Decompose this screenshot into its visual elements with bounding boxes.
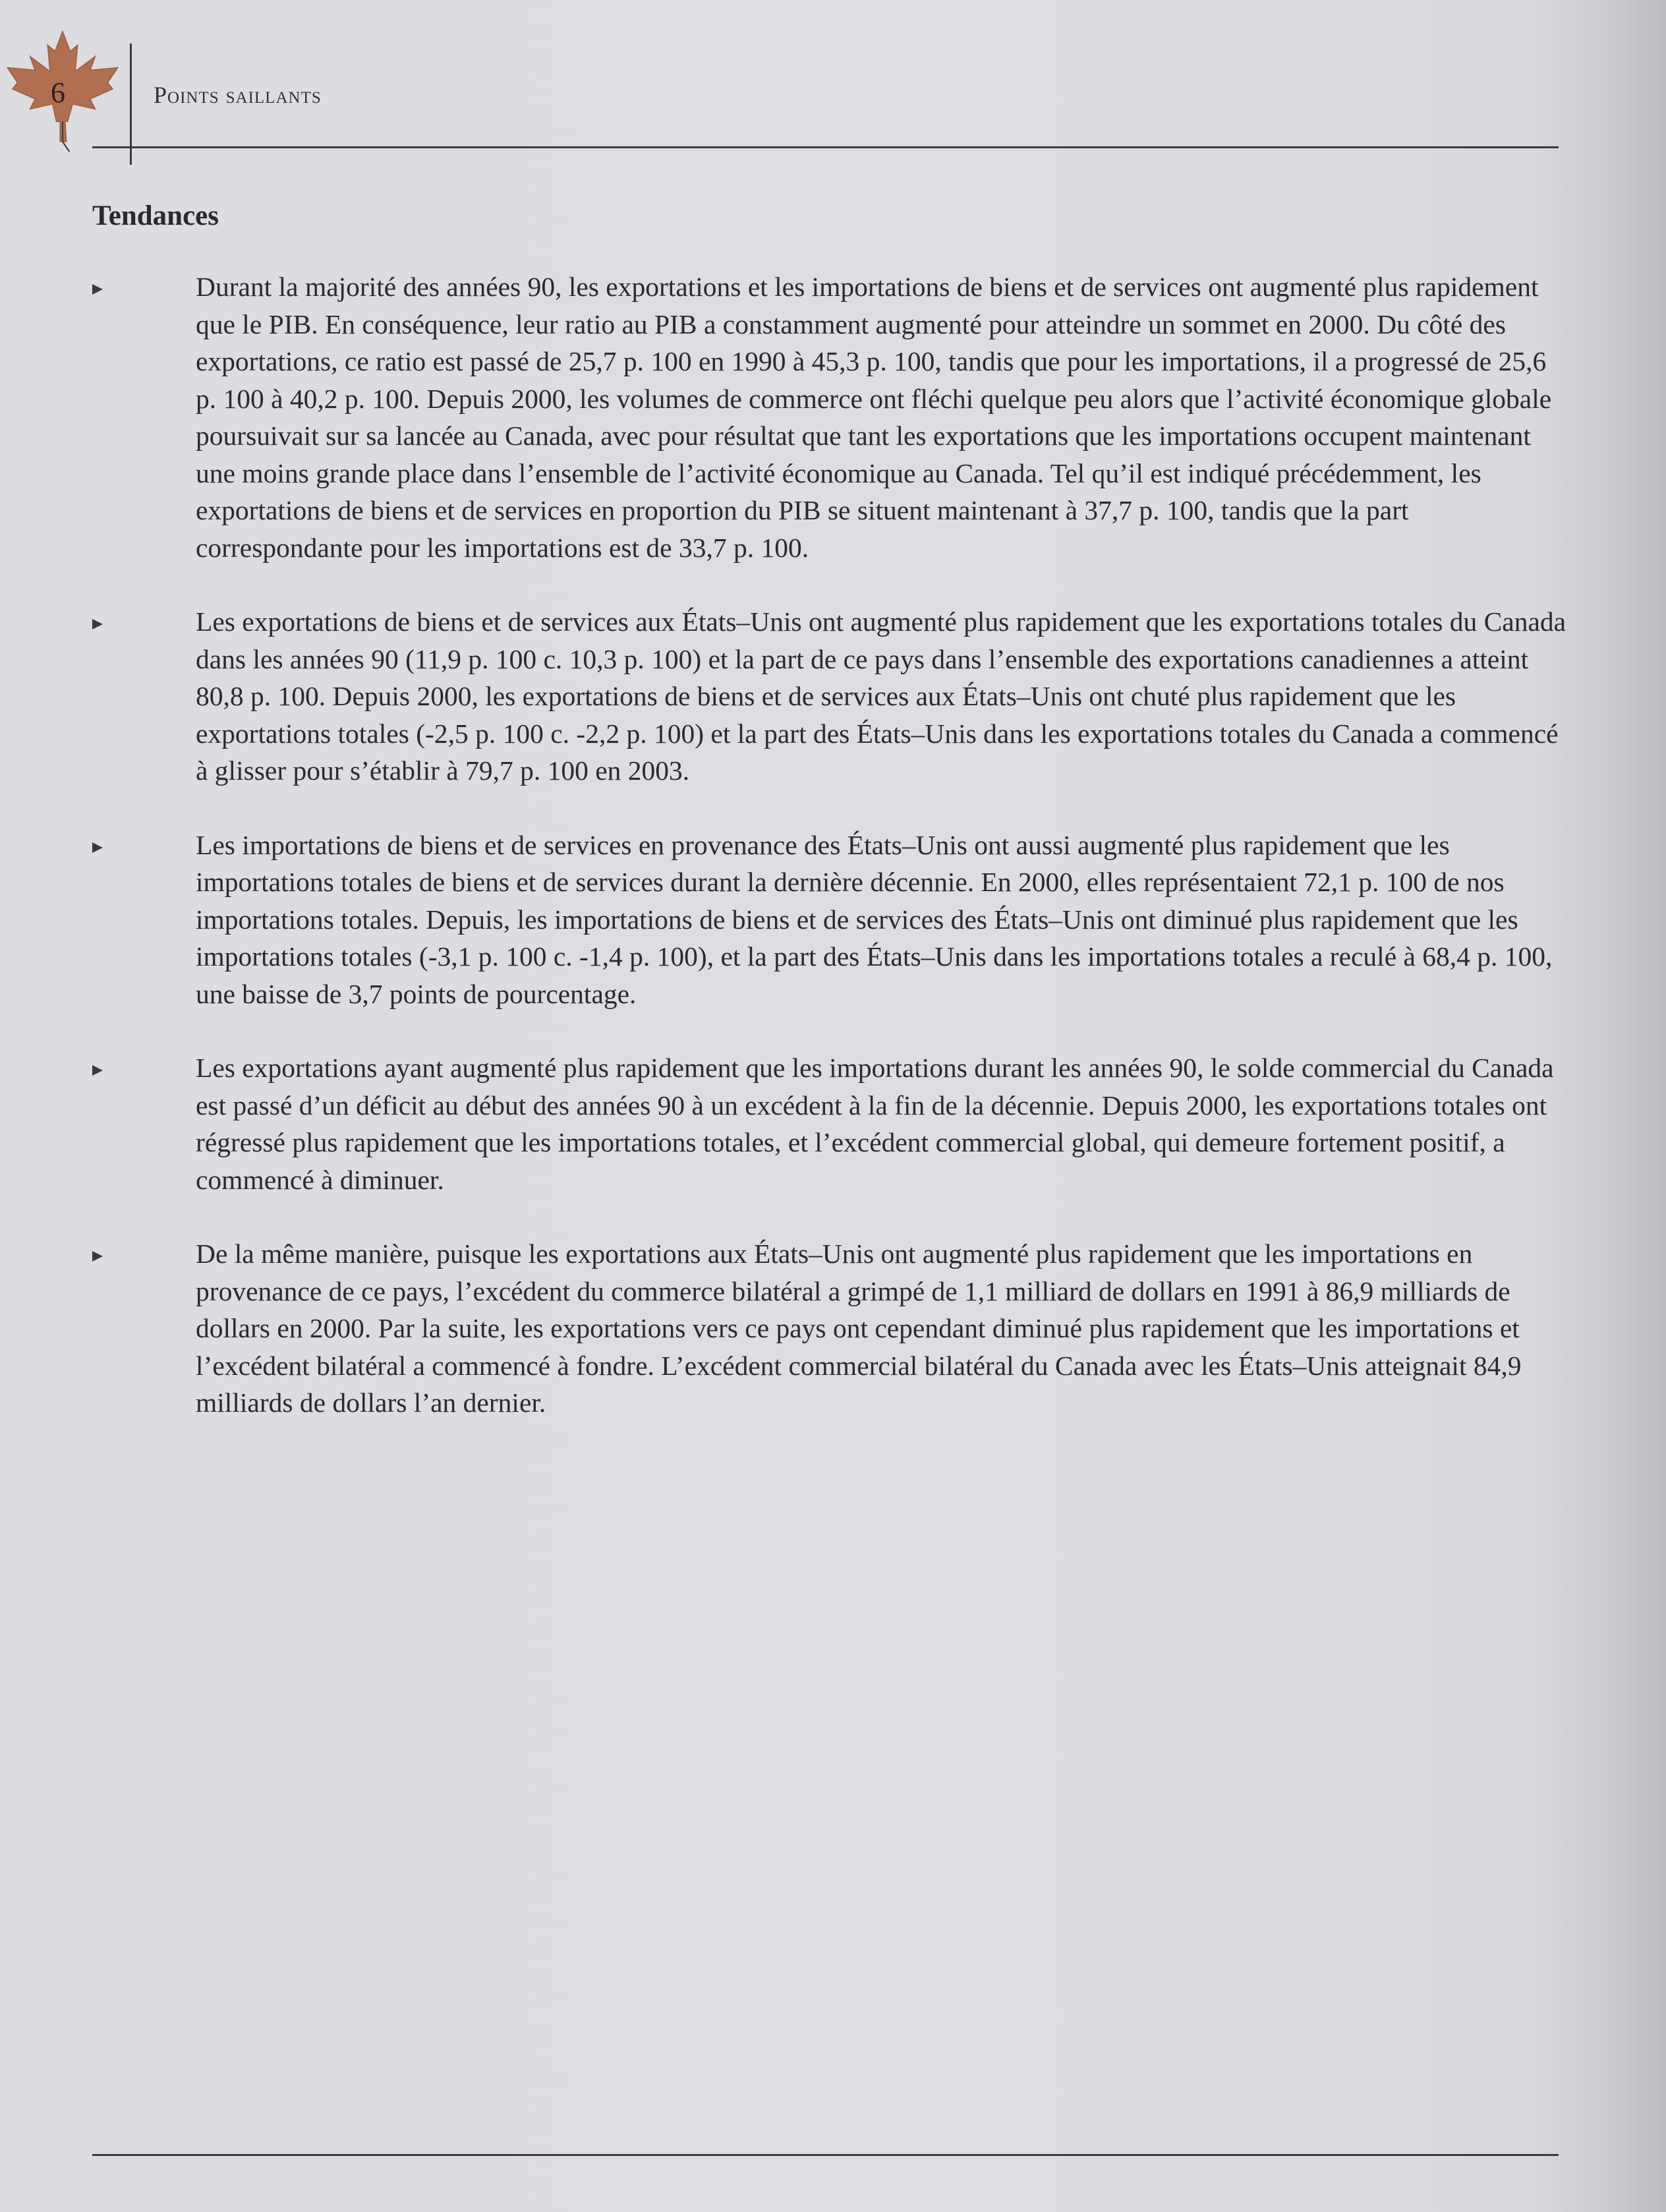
bullet-arrow-icon (92, 842, 103, 853)
bullet-arrow-icon (92, 1251, 103, 1262)
page-number: 6 (51, 76, 65, 109)
bullet-text: Les importations de biens et de services en provenance des États–Unis ont aussi augmenté plus rapidement que les importations totales de biens et de services durant la dernière décennie. En 2000, elles représentaient 72,1 p. 100 de nos importations totales. Depuis, les importations de biens et de services des États–Unis ont diminué plus rapidement que les importations totales (-3,1 p. 100 c. -1,4 p. 100), et la part des États–Unis dans les importations totales a reculé à 68,4 p. 100, une baisse de 3,7 points de pourcentage. (196, 829, 1553, 1009)
running-head: Points saillants (154, 82, 322, 108)
list-item (92, 268, 1568, 566)
bullet-text: De la même manière, puisque les exportations aux États–Unis ont augmenté plus rapidement que les importations en provenance de ce pays, l’excédent du commerce bilatéral a grimpé de 1,1 milliard de dollars en 1991 à 86,9 milliards de dollars en 2000. Par la suite, les exportations vers ce pays ont cependant diminué plus rapidement que les importations et l’excédent bilatéral a commencé à fondre. L’excédent commercial bilatéral du Canada avec les États–Unis atteignait 84,9 milliards de dollars l’an dernier. (196, 1238, 1522, 1418)
bullet-list (92, 268, 1568, 1459)
list-item (92, 827, 1568, 1013)
bullet-arrow-icon (92, 619, 103, 629)
bullet-arrow-icon (92, 1065, 103, 1076)
list-item (92, 603, 1568, 790)
bullet-text: Les exportations de biens et de services aux États–Unis ont augmenté plus rapidement que les exportations totales du Canada dans les années 90 (11,9 p. 100 c. 10,3 p. 100) et la part de ce pays dans l’ensemble des exportations canadiennes a atteint 80,8 p. 100. Depuis 2000, les exportations de biens et de services aux États–Unis ont chuté plus rapidement que les exportations totales (-2,5 p. 100 c. -2,2 p. 100) et la part des États–Unis dans les exportations totales du Canada a commencé à glisser pour s’établir à 79,7 p. 100 en 2003. (196, 606, 1566, 786)
bullet-text: Durant la majorité des années 90, les exportations et les importations de biens et de services ont augmenté plus rapidement que le PIB. En conséquence, leur ratio au PIB a constamment augmenté pour atteindre un sommet en 2000. Du côté des exportations, ce ratio est passé de 25,7 p. 100 en 1990 à 45,3 p. 100, tandis que pour les importations, il a progressé de 25,6 p. 100 à 40,2 p. 100. Depuis 2000, les volumes de commerce ont fléchi quelque peu alors que l’activité économique globale poursuivait sur sa lancée au Canada, avec pour résultat que tant les exportations que les importations occupent maintenant une moins grande place dans l’ensemble de l’activité économique au Canada. Tel qu’il est indiqué précédemment, les exportations de biens et de services en proportion du PIB se situent maintenant à 37,7 p. 100, tandis que la part correspondante pour les importations est de 33,7 p. 100. (196, 272, 1552, 563)
list-item (92, 1235, 1568, 1422)
bullet-arrow-icon (92, 284, 103, 295)
list-item (92, 1049, 1568, 1198)
section-title: Tendances (92, 200, 219, 231)
bullet-text: Les exportations ayant augmenté plus rapidement que les importations durant les années 90, le solde commercial du Canada est passé d’un déficit au début des années 90 à un excédent à la fin de la décennie. Depuis 2000, les exportations totales ont régressé plus rapidement que les importations totales, et l’excédent commercial global, qui demeure fortement positif, a commencé à diminuer. (196, 1053, 1554, 1195)
header-divider (92, 146, 1559, 148)
footer-divider (92, 2154, 1559, 2156)
